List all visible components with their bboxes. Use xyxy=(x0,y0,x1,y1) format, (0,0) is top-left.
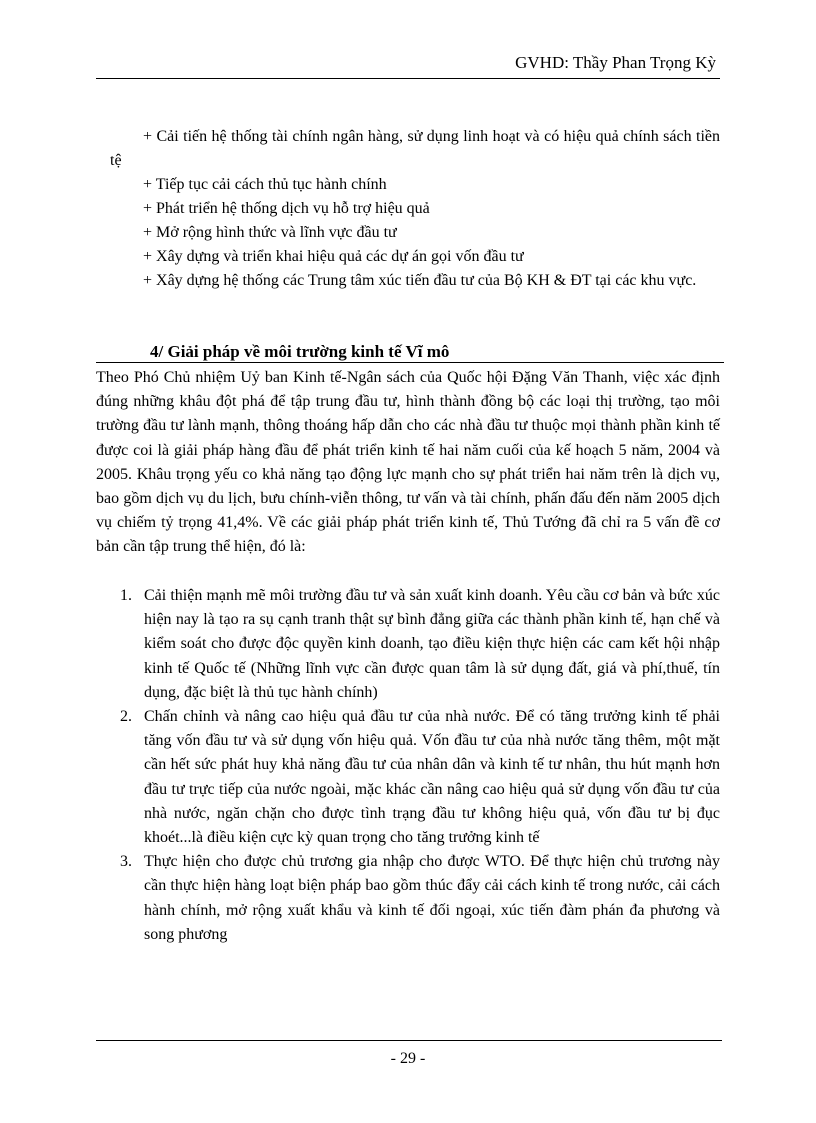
bullet-item: + Phát triển hệ thống dịch vụ hỗ trợ hiệu quả xyxy=(143,200,430,217)
header-text: GVHD: Thầy Phan Trọng Kỳ xyxy=(515,53,716,72)
bullet-item: + Cải tiến hệ thống tài chính ngân hàng, sử dụng linh hoạt và có hiệu quả chính sách tiền tệ xyxy=(110,128,720,169)
bullet-item: + Tiếp tục cải cách thủ tục hành chính xyxy=(143,176,387,193)
page-header xyxy=(96,51,720,79)
bullet-item: + Xây dựng và triển khai hiệu quả các dự án gọi vốn đầu tư xyxy=(143,248,524,265)
intro-paragraph-block xyxy=(96,366,720,560)
section-title: 4/ Giải pháp về môi trường kinh tế Vĩ mô xyxy=(150,342,450,361)
page-number: - 29 - xyxy=(390,1050,426,1067)
list-marker: 1. xyxy=(120,587,132,604)
list-item xyxy=(112,850,720,947)
list-item xyxy=(112,584,720,705)
section-rule xyxy=(96,362,724,363)
footer-rule xyxy=(96,1040,722,1041)
list-item-text: Chấn chỉnh và nâng cao hiệu quả đầu tư của nhà nước. Để có tăng trưởng kinh tế phải tăng vốn đầu tư và sử dụng vốn hiệu quả. Vốn đầu tư của nhà nước tăng thêm, một mặt cần hết sức phát huy khả năng đầu tư của nhân dân và kinh tế tư nhân, thu hút mạnh hơn đầu tư trực tiếp của nước ngoài, mặc khác cần nâng cao hiệu quả sử dụng vốn đầu tư của nhà nước, ngăn chặn cho được tình trạng đầu tư không hiệu quả, vốn đầu tư bị đục khoét...là điều kiện cực kỳ quan trọng cho tăng trưởng kinh tế xyxy=(144,708,720,847)
list-marker: 3. xyxy=(120,853,132,871)
numbered-list xyxy=(112,584,720,947)
bullet-list xyxy=(110,125,720,293)
bullet-item: + Xây dựng hệ thống các Trung tâm xúc tiến đầu tư của Bộ KH & ĐT tại các khu vực. xyxy=(143,272,697,289)
list-item-text: Cải thiện mạnh mẽ môi trường đầu tư và sản xuất kinh doanh. Yêu cầu cơ bản và bức xúc hiện nay là tạo ra sụ cạnh tranh thật sự bình đẳng giữa các thành phần kinh tế, hạn chế và kiểm soát cho được độc quyền kinh doanh, tạo điều kiện thực hiện các cam kết hội nhập kinh tế Quốc tế (Những lĩnh vực cần được quan tâm là sử dụng đất, giá và phí,thuế, tín dụng, đặc biệt là thủ tục hành chính) xyxy=(144,587,720,701)
list-item xyxy=(112,705,720,850)
header-rule xyxy=(96,78,720,79)
list-marker: 2. xyxy=(120,708,132,726)
list-item-text: Thực hiện cho được chủ trương gia nhập cho được WTO. Để thực hiện chủ trương này cần thực hiện hàng loạt biện pháp bao gồm thúc đẩy cải cách kinh tế trong nước, cải cách hành chính, mở rộng xuất khẩu và kinh tế đối ngoại, xúc tiến đàm phán đa phương và song phương xyxy=(144,853,720,943)
bullet-item: + Mở rộng hình thức và lĩnh vực đầu tư xyxy=(143,224,397,241)
intro-paragraph: Theo Phó Chủ nhiệm Uỷ ban Kinh tế-Ngân sách của Quốc hội Đặng Văn Thanh, việc xác định đúng những khâu đột phá để tập trung đầu tư, hình thành đồng bộ các loại thị trường, tạo môi trường đầu tư lành mạnh, thông thoáng hấp dẫn cho các nhà đầu tư thuộc mọi thành phần kinh tế được coi là giải pháp hàng đầu để phát triển kinh tế hai năm cuối của kế hoạch 5 năm, 2004 và 2005. Khâu trọng yếu co khả năng tạo động lực mạnh cho sự phát triển hai năm trên là dịch vụ, bao gồm dịch vụ du lịch, bưu chính-viễn thông, tư vấn và tài chính, phấn đấu đến năm 2005 dịch vụ chiếm tỷ trọng 41,4%. Về các giải pháp phát triển kinh tế, Thủ Tướng đã chỉ ra 5 vấn đề cơ bản cần tập trung thể hiện, đó là: xyxy=(96,369,720,556)
